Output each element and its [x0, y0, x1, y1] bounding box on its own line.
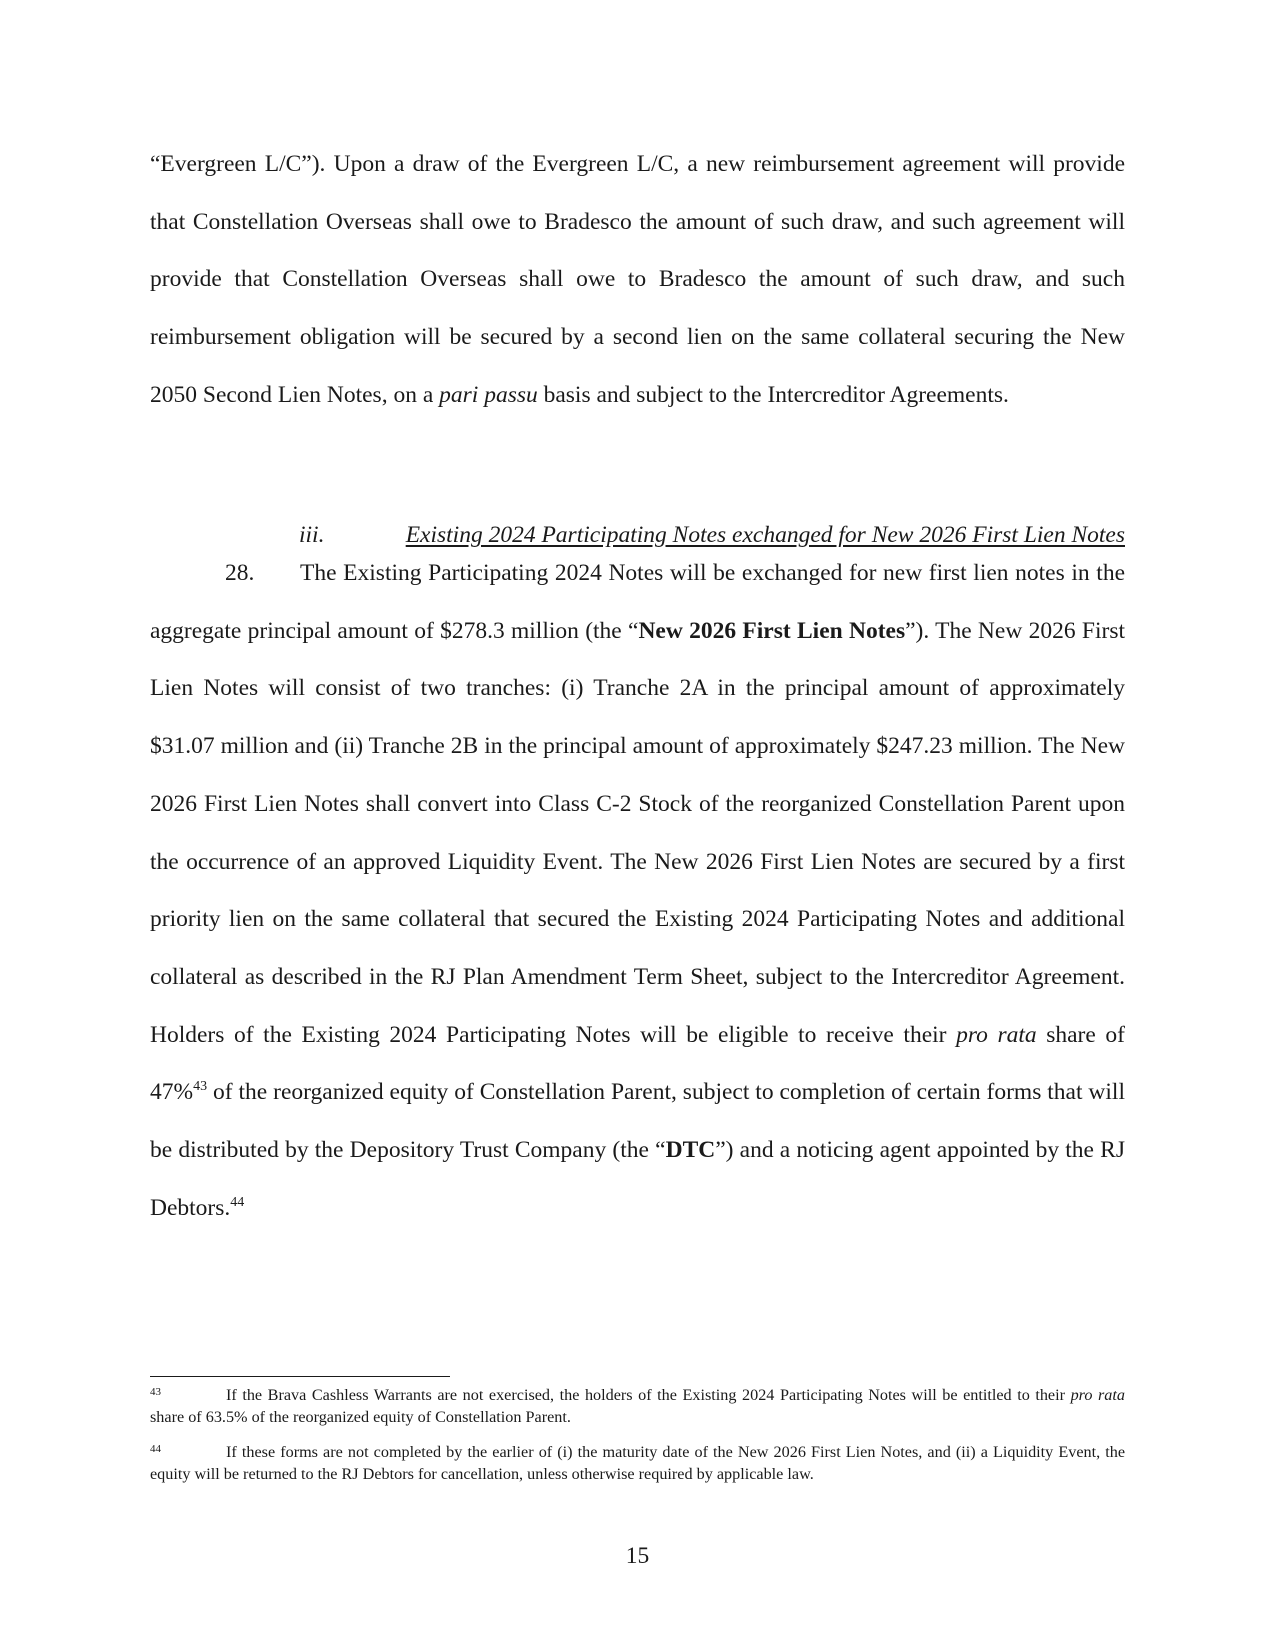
footnote-separator	[150, 1376, 450, 1377]
paragraph2-text-part2: ”). The New 2026 First Lien Notes will consist of two tranches: (i) Tranche 2A in the principal amount of approximately $31.07 million and (ii) Tranche 2B in the principal amount of approximately $247.23 million. The New 2026 First Lien Notes shall convert into Class C-2 Stock of the reorganized Constellation Parent upon the occurrence of an approved Liquidity Event. The New 2026 First Lien Notes are secured by a first priority lien on the same collateral that secured the Existing 2024 Participating Notes and additional collateral as described in the RJ Plan Amendment Term Sheet, subject to the Intercreditor Agreement. Holders of the Existing 2024 Participating Notes will be eligible to receive their	[150, 617, 1125, 1048]
paragraph2-text-part5: ”) and a noticing agent appointed by the RJ Debtors.	[150, 1137, 1125, 1221]
footnote44-text: If these forms are not completed by the earlier of (i) the maturity date of the New 2026 First Lien Notes, and (ii) a Liquidity Event, the equity will be returned to the RJ Debtors for cancellation, unless otherwise required by applicable law.	[150, 1443, 1125, 1483]
paragraph2-text-part3: share of 47%	[150, 1021, 1125, 1106]
defined-term-dtc: DTC	[665, 1137, 716, 1164]
paragraph2-text-part4: of the reorganized equity of Constellation Parent, subject to completion of certain forms that will be distributed by the Depository Trust Company (the “	[150, 1079, 1125, 1164]
footnote43-text-part1: If the Brava Cashless Warrants are not exercised, the holders of the Existing 2024 Participating Notes will be entitled to their	[226, 1386, 1071, 1404]
paragraph1-text-part1: “Evergreen L/C”). Upon a draw of the Evergreen L/C, a new reimbursement agreement will provide that Constellation Overseas shall owe to Bradesco the amount of such draw, and such agreement will provide that Constellation Overseas shall owe to Bradesco the amount of such draw, and such reimbursement obligation will be secured by a second lien on the same collateral securing the New 2050 Second Lien Notes, on a	[150, 151, 1125, 408]
footnote-ref-44[interactable]: 44	[230, 1194, 245, 1210]
paragraph-number: 28.	[225, 560, 255, 586]
document-page	[150, 0, 1125, 1650]
paragraph-28	[150, 545, 1125, 1237]
footnote-43: 43 If the Brava Cashless Warrants are not exercised, the holders of the Existing 2024 Participating Notes will be entitled to their pro rata share of 63.5% of the reorganized equity of Constellation Parent.	[150, 1386, 1125, 1426]
section-heading-title: Existing 2024 Participating Notes exchanged for New 2026 First Lien Notes	[405, 522, 1125, 548]
paragraph1-italic-pari-passu: pari passu	[439, 381, 538, 408]
footnote43-text-part2: share of 63.5% of the reorganized equity of Constellation Parent.	[150, 1407, 571, 1426]
footnote-ref-43[interactable]: 43	[193, 1079, 208, 1095]
footnote-44: 44 If these forms are not completed by the earlier of (i) the maturity date of the New 2026 First Lien Notes, and (ii) a Liquidity Event, the equity will be returned to the RJ Debtors for cancellation, unless otherwise required by applicable law.	[150, 1443, 1125, 1483]
paragraph2-italic-pro-rata: pro rata	[956, 1021, 1037, 1048]
page-number: 15	[625, 1543, 650, 1569]
section-heading-numeral: iii.	[299, 522, 325, 548]
paragraph-evergreen-lc	[150, 136, 1125, 425]
footnote43-italic-pro-rata: pro rata	[1070, 1386, 1125, 1404]
paragraph1-text-part2: basis and subject to the Intercreditor Agreements.	[537, 381, 1009, 408]
defined-term-new-2026-first-lien-notes: New 2026 First Lien Notes	[638, 617, 906, 644]
paragraph2-text-part1: The Existing Participating 2024 Notes will be exchanged for new first lien notes in the aggregate principal amount of $278.3 million (the “	[150, 560, 1125, 644]
